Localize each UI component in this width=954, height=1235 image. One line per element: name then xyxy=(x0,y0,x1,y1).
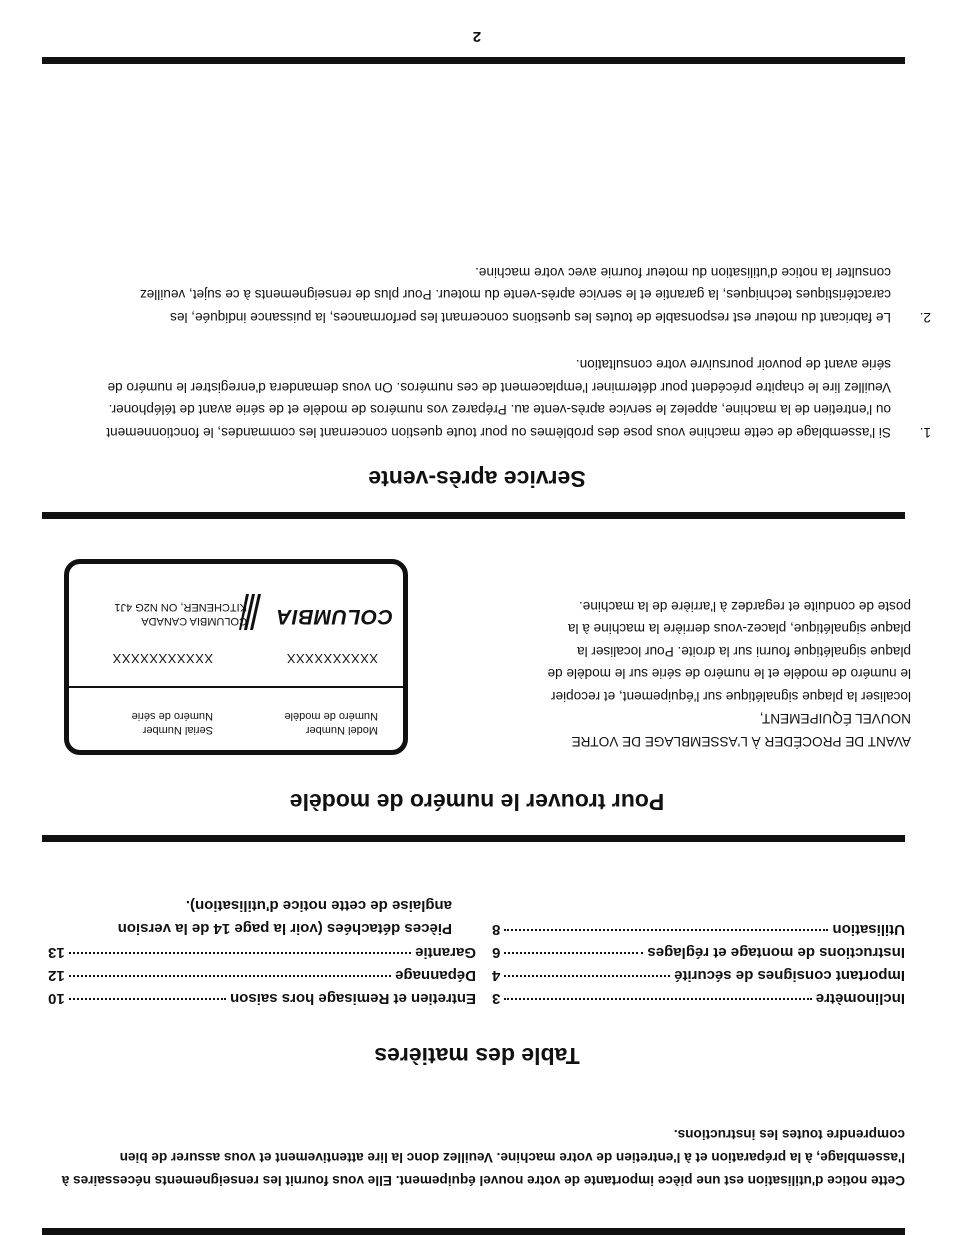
toc-leader-dots xyxy=(504,952,643,954)
plate-address-line1: COLUMBIA CANADA xyxy=(141,615,247,627)
toc-entry-page: 10 xyxy=(48,990,65,1007)
logo-wordmark: COLUMBIA xyxy=(275,605,393,628)
toc-entry-label: Important consignes de sécurité xyxy=(674,967,905,984)
model-caps-text: AVANT DE PROCÉDER À L'ASSEMBLAGE DE VOTRE NOUVEL ÉQUIPEMENT, xyxy=(571,711,911,749)
plate-divider xyxy=(69,686,403,688)
list-number: 1. xyxy=(919,425,931,440)
toc-entry-page: 12 xyxy=(48,967,65,984)
plate-model-label-fr: Numéro de modèle xyxy=(284,710,378,722)
toc-heading: Table des matières xyxy=(374,1043,580,1069)
toc-leader-dots xyxy=(504,929,828,931)
toc-entry-page: 4 xyxy=(492,967,501,984)
plate-model-value: XXXXXXXXXX xyxy=(286,651,378,666)
toc-leader-dots xyxy=(504,998,811,1000)
list-number: 2. xyxy=(919,310,931,325)
service-item-1 xyxy=(91,353,931,443)
toc-leader-dots xyxy=(504,975,670,977)
toc-entry-page: 8 xyxy=(492,921,501,938)
plate-address-line2: KITCHENER, ON N2G 4J1 xyxy=(114,601,247,613)
toc-entry-label: Dépannage xyxy=(395,967,476,984)
service-heading: Service après-vente xyxy=(368,466,586,492)
toc-entry-label: Instructions de montage et réglages xyxy=(647,944,905,961)
bottom-rule xyxy=(42,57,905,64)
toc-entry-label: Inclinomètre xyxy=(815,990,905,1007)
toc-entry[interactable] xyxy=(48,941,476,963)
plate-serial-label-fr: Numéro de série xyxy=(131,710,213,722)
toc-parts-note: Pièces détachées (voir la page 14 de la version anglaise de cette notice d'utilisation). xyxy=(117,897,452,937)
toc-entry-label: Entretien et Remisage hors saison xyxy=(230,990,476,1007)
toc-entry[interactable] xyxy=(48,987,476,1009)
toc-entry[interactable] xyxy=(492,918,905,940)
section-rule xyxy=(42,512,905,519)
page-number: 2 xyxy=(472,28,482,45)
model-heading: Pour trouver le numéro de modèle xyxy=(289,789,665,815)
toc-entry-label: Utilisation xyxy=(832,921,905,938)
model-instructions: localiser la plaque signalétique sur l'équipement, et recopier le numéro de modèle et le numéro de série sur le modèle de plaque signalétique fourni sur la droite. Pour localiser la plaque signalétique, placez-vous derrière la machine à la poste de conduite et regardez à l'arrière de la machine. xyxy=(547,599,911,704)
toc-entry-page: 3 xyxy=(492,990,501,1007)
service-item-1-text: Si l'assemblage de cette machine vous pose des problèmes ou pour toute question concernant les commandes, le fonctionnement ou l'entretien de la machine, appelez le service après-vente au. Préparez vos numéros de modèle et de série avant de téléphoner. Veuillez lire le chapitre précédent pour déterminer l'emplacement de ces numéros. On vous demandera d'enregistrer le numéro de série avant de pouvoir poursuivre votre consultation. xyxy=(106,357,891,440)
service-item-2-text: Le fabricant du moteur est responsable de toutes les questions concernant les performances, la puissance indiquée, les caractéristiques techniques, la garantie et le service après-vente du moteur. Pour plus de renseignements à ce sujet, veuillez consulter la notice d'utilisation du moteur fournie avec votre machine. xyxy=(139,265,891,325)
toc-entry-page: 6 xyxy=(492,944,501,961)
toc-entry[interactable] xyxy=(492,987,905,1009)
toc-entry[interactable] xyxy=(492,941,905,963)
toc-entry[interactable] xyxy=(492,964,905,986)
intro-paragraph: Cette notice d'utilisation est une pièce importante de votre nouvel équipement. Elle vous fournit les renseignements nécessaires à l'assemblage, à la préparation et à l'entretien de votre machine. Veuillez donc la lire attentivement et vous assurer de bien comprendre toutes les instructions. xyxy=(61,1127,905,1188)
toc-entry-label: Garantie xyxy=(415,944,476,961)
toc-leader-dots xyxy=(69,998,226,1000)
plate-serial-label-en: Serial Number xyxy=(142,724,213,736)
toc-leader-dots xyxy=(69,975,391,977)
toc-entry-page: 13 xyxy=(48,944,65,961)
section-rule xyxy=(42,835,905,842)
service-item-2 xyxy=(91,261,931,329)
toc-entry[interactable] xyxy=(48,964,476,986)
toc-leader-dots xyxy=(69,952,411,954)
plate-model-label-en: Model Number xyxy=(305,724,378,736)
columbia-logo xyxy=(243,590,393,634)
model-number-plate xyxy=(64,559,408,755)
top-rule xyxy=(42,1228,905,1235)
plate-serial-value: XXXXXXXXXXX xyxy=(112,651,213,666)
